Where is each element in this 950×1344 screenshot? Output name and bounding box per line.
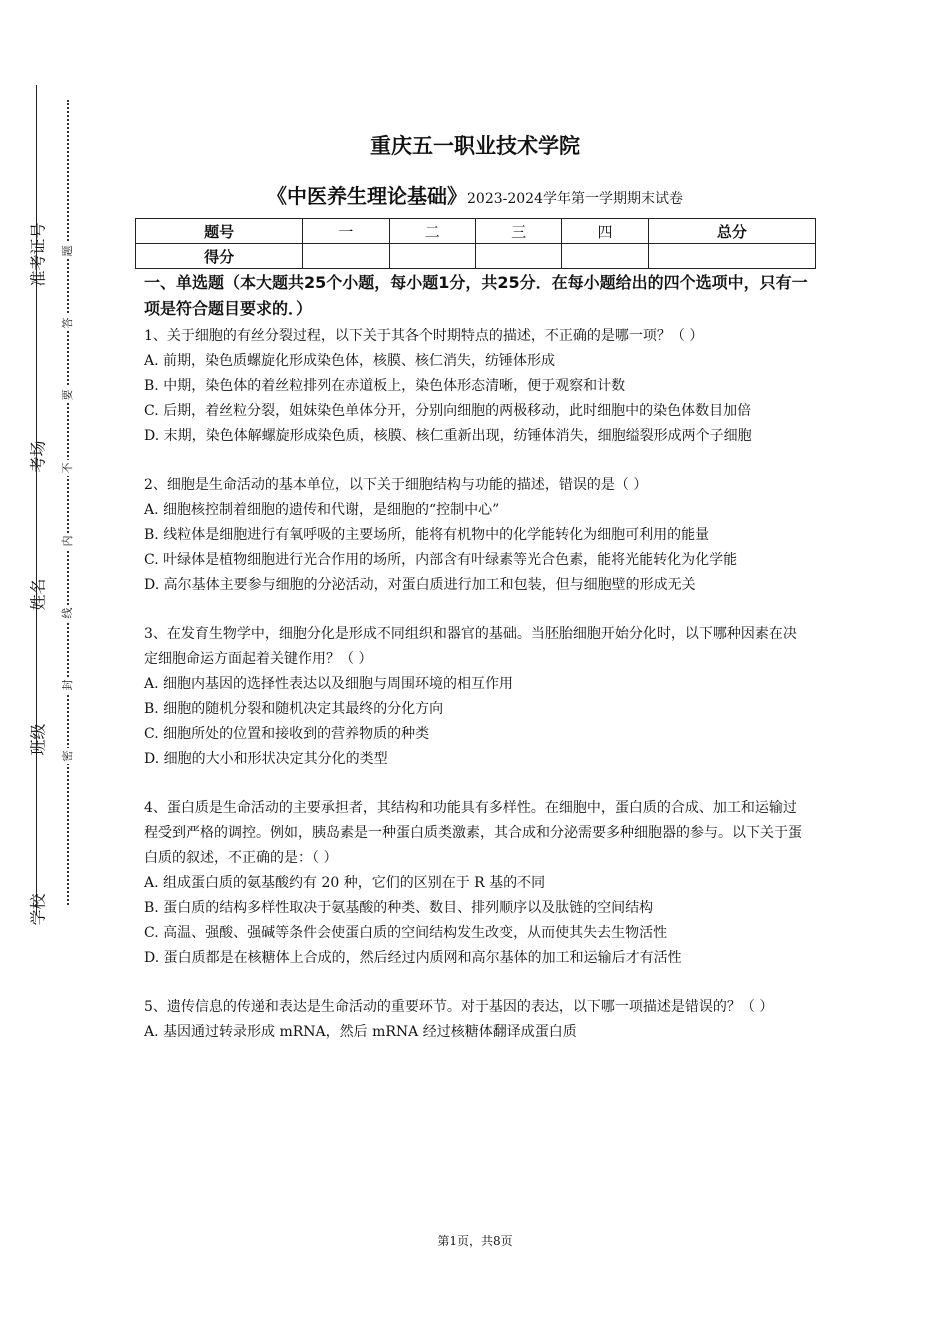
option-b: B. 细胞的随机分裂和随机决定其最终的分化方向 bbox=[144, 701, 444, 717]
course-name: 《中医养生理论基础》 bbox=[267, 184, 467, 208]
margin-field-exam-room: 考场 bbox=[28, 440, 48, 473]
question-stem: 5、遗传信息的传递和表达是生命活动的重要环节。对于基因的表达，以下哪一项描述是错误的？（ ） bbox=[144, 999, 774, 1015]
exam-title bbox=[0, 180, 950, 209]
option-b: B. 蛋白质的结构多样性取决于氨基酸的种类、数目、排列顺序以及肽链的空间结构 bbox=[144, 900, 654, 916]
seal-char: 封 bbox=[59, 677, 75, 693]
score-header-cell: 总分 bbox=[648, 219, 815, 244]
option-c: C. 细胞所处的位置和接收到的营养物质的种类 bbox=[144, 726, 430, 742]
option-a: A. 基因通过转录形成 mRNA，然后 mRNA 经过核糖体翻译成蛋白质 bbox=[144, 1024, 577, 1040]
margin-field-exam-number: 准考证号 bbox=[28, 222, 48, 287]
question-stem: 1、关于细胞的有丝分裂过程，以下关于其各个时期特点的描述，不正确的是哪一项？（ ） bbox=[144, 328, 704, 344]
margin-field-school: 学校 bbox=[28, 893, 48, 926]
option-d: D. 末期，染色体解螺旋形成染色质，核膜、核仁重新出现，纺锤体消失，细胞缢裂形成两个子细胞 bbox=[144, 428, 752, 444]
option-c: C. 后期，着丝粒分裂，姐妹染色单体分开，分别向细胞的两极移动，此时细胞中的染色体数目加倍 bbox=[144, 403, 752, 419]
option-d: D. 细胞的大小和形状决定其分化的类型 bbox=[144, 751, 388, 767]
option-b: B. 中期，染色体的着丝粒排列在赤道板上，染色体形态清晰，便于观察和计数 bbox=[144, 378, 626, 394]
option-b: B. 线粒体是细胞进行有氧呼吸的主要场所，能将有机物中的化学能转化为细胞可利用的能量 bbox=[144, 527, 710, 543]
question-stem: 4、蛋白质是生命活动的主要承担者，其结构和功能具有多样性。在细胞中，蛋白质的合成、加工和运输过程受到严格的调控。例如，胰岛素是一种蛋白质类激素，其合成和分泌需要多种细胞器的参与。以下关于蛋白质的叙述，不正确的是：（ ） bbox=[144, 800, 802, 866]
margin-field-class: 班级 bbox=[28, 723, 48, 756]
question-2 bbox=[144, 473, 810, 598]
option-d: D. 蛋白质都是在核糖体上合成的，然后经过内质网和高尔基体的加工和运输后才有活性 bbox=[144, 950, 682, 966]
option-c: C. 叶绿体是植物细胞进行光合作用的场所，内部含有叶绿素等光合色素，能将光能转化为化学能 bbox=[144, 552, 738, 568]
option-a: A. 前期，染色质螺旋化形成染色体，核膜、核仁消失，纺锤体形成 bbox=[144, 353, 556, 369]
margin-solid-line bbox=[36, 85, 37, 915]
question-4 bbox=[144, 796, 810, 971]
score-row-label: 得分 bbox=[136, 244, 303, 269]
score-cell bbox=[475, 244, 561, 269]
exam-subtitle: 2023-2024学年第一学期期末试卷 bbox=[467, 191, 683, 207]
exam-content bbox=[144, 270, 810, 1069]
option-d: D. 高尔基体主要参与细胞的分泌活动，对蛋白质进行加工和包装，但与细胞壁的形成无关 bbox=[144, 577, 696, 593]
question-5 bbox=[144, 995, 810, 1045]
seal-char: 不 bbox=[59, 460, 75, 476]
seal-char: 要 bbox=[59, 387, 75, 403]
option-a: A. 细胞核控制着细胞的遗传和代谢，是细胞的“控制中心” bbox=[144, 502, 500, 518]
score-table bbox=[135, 218, 816, 269]
seal-char: 内 bbox=[59, 533, 75, 549]
school-name: 重庆五一职业技术学院 bbox=[370, 134, 580, 158]
option-c: C. 高温、强酸、强碱等条件会使蛋白质的空间结构发生改变，从而使其失去生物活性 bbox=[144, 925, 668, 941]
score-header-cell: 四 bbox=[562, 219, 648, 244]
score-cell bbox=[648, 244, 815, 269]
score-cell bbox=[562, 244, 648, 269]
section-title: 一、单选题（本大题共25个小题，每小题1分，共25分．在每小题给出的四个选项中，只有一项是符合题目要求的．） bbox=[144, 273, 808, 318]
seal-char: 密 bbox=[59, 748, 75, 764]
score-table-score-row bbox=[136, 244, 816, 269]
seal-dotted-line bbox=[67, 100, 69, 905]
score-table-header-row bbox=[136, 219, 816, 244]
score-header-cell: 二 bbox=[389, 219, 475, 244]
seal-char: 答 bbox=[59, 315, 75, 331]
page-number: 第1页，共8页 bbox=[437, 1234, 513, 1248]
seal-char: 题 bbox=[59, 243, 75, 259]
option-a: A. 组成蛋白质的氨基酸约有 20 种，它们的区别在于 R 基的不同 bbox=[144, 875, 546, 891]
question-stem: 2、细胞是生命活动的基本单位，以下关于细胞结构与功能的描述，错误的是（ ） bbox=[144, 477, 648, 493]
score-cell bbox=[303, 244, 389, 269]
score-header-cell: 一 bbox=[303, 219, 389, 244]
option-a: A. 细胞内基因的选择性表达以及细胞与周围环境的相互作用 bbox=[144, 676, 514, 692]
question-1 bbox=[144, 324, 810, 449]
score-header-cell: 三 bbox=[475, 219, 561, 244]
question-stem: 3、在发育生物学中，细胞分化是形成不同组织和器官的基础。当胚胎细胞开始分化时，以下哪种因素在决定细胞命运方面起着关键作用？（ ） bbox=[144, 626, 797, 667]
score-header-cell: 题号 bbox=[136, 219, 303, 244]
margin-field-name: 姓名 bbox=[28, 578, 48, 611]
score-cell bbox=[389, 244, 475, 269]
seal-char: 线 bbox=[59, 605, 75, 621]
question-3 bbox=[144, 622, 810, 772]
